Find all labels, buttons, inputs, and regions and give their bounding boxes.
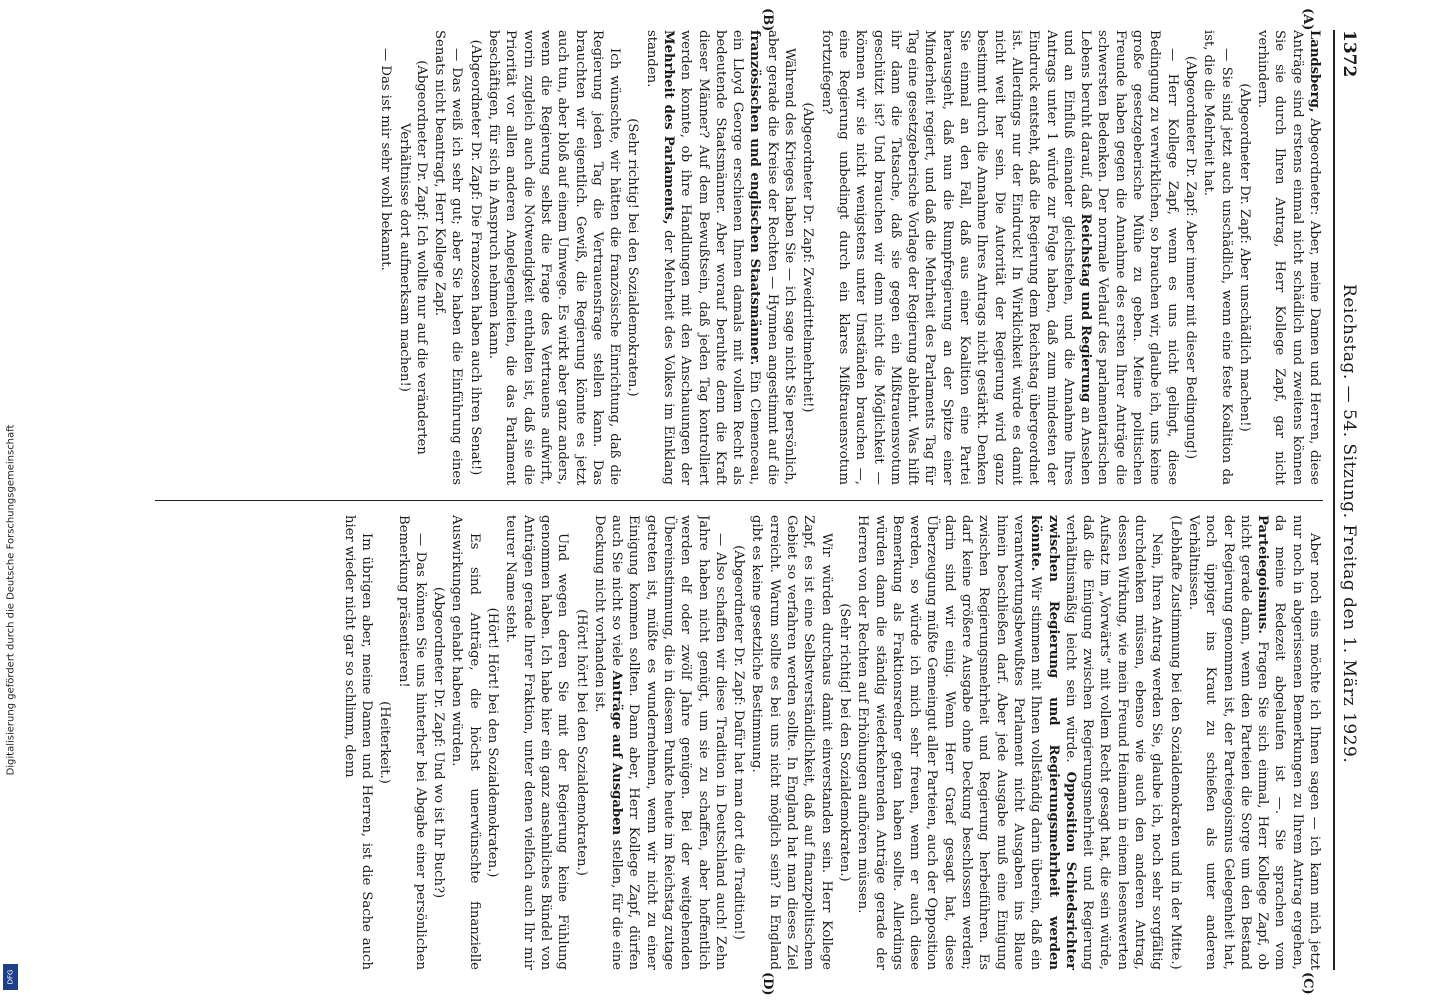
digitization-credit: Digitalisierung gefördert durch die Deutsche Forschungsgemeinschaft	[5, 424, 17, 776]
paragraph-text: Aber noch eins möchte ich Ihnen sagen — ich kann mich jetzt nur noch in abgerissenen Bemerkungen zu Ihrem Antrag ergehen, da meine Redezeit abgelaufen ist —. Sie sprachen vom	[1272, 515, 1322, 970]
page-title: Reichstag. — 54. Sitzung. Freitag den 1. März 1929.	[1339, 284, 1359, 764]
emphasis-text: Mehrheit des Parlaments,	[661, 30, 677, 225]
interjection: (Hört! Hört! bei den Sozialdemokraten.)	[485, 607, 501, 878]
paragraph: Ich wünschte, wir hätten die französische Einrichtung, daß die Regierung jeden Tag die Vertrauensfrage stellen kann. Das brauchten wir eigentlich. Gewiß, die Regierung könnte es jetzt auch tun, aber bloß auf einem Umwege. Es wirkt aber ganz anders, wenn die Regierung selbst die Frage des Vertrauens aufwirft, worin zugleich auch die Notwendigkeit enthalten ist, daß sie die Priorität vor allen anderen Angelegenheiten, die das Parlament beschäftigen, für sich in Anspruch nehmen kann.	[486, 30, 623, 485]
paragraph-text: Fragen Sie sich einmal, Herr Kollege Zapf, ob nicht gerade dann, wenn den Parteien die Sorge um den Bestand der Regierung genommen ist, der Parteiegoismus Gelegenheit hat, noch üppiger ins Kraut zu schießen als unter anderen Verhältnissen.	[1185, 515, 1271, 970]
paragraph-text: stellen, für die eine Deckung nicht vorhanden ist.	[591, 515, 625, 970]
paragraph: Im übrigen aber, meine Damen und Herren, ist die Sache auch hier wieder nicht gar so schlimm, denn	[341, 515, 374, 970]
interjection: (Hört! hört! bei den Sozialdemokraten.)	[573, 609, 589, 876]
interjection: (Sehr richtig! bei den Sozialdemokraten.)	[836, 603, 852, 882]
paragraph-text: — Also schaffen wir diese Tradition in Deutschland auch! Zehn Jahre haben nicht genügt, um sie zu schaffen, aber hoffentlich werden elf oder zwölf Jahre genügen. Bei der weitgehenden Übereinstimmung, die in diesem Punkte heute im Reichstag zutage getreten ist, müßte es wundernehmen, wenn wir nicht zu einer Einigung kommen sollten. Dann aber, Herr Kollege Zapf, dürfen auch Sie nicht so viele	[609, 515, 728, 970]
right-column	[155, 515, 1323, 970]
emphasis-text: Opposition Schiedsrichter zwischen Regierung und Regierungsmehrheit werden könnte.	[1028, 515, 1078, 970]
paragraph	[854, 515, 1165, 970]
speaker-name: Landsberg,	[1307, 30, 1322, 113]
margin-marker-b: (B)	[760, 8, 775, 32]
paragraph-text: Wir stimmen mit Ihnen vollständig darin überein, daß ein verantwortungsbewußtes Parlament nicht Ausgaben ins Blaue hinein beschließen darf. Aber jede Ausgabe muß eine Einigung zwischen Regierungsmehrheit und Regierung herbeiführen. Es darf keine größere Ausgabe ohne Deckung beschlossen werden; darin sind wir einig. Wenn Herr Graef gesagt hat, diese Überzeugung müßte Gemeingut aller Parteien, auch der Opposition werden, so würde ich mich sehr freuen, wenn er auch diese Bemerkung als Fraktionsredner getan haben sollte. Allerdings würden dann die ständig wiederkehrenden Anträge gerade der Herren von der Rechten auf Erhöhungen aufhören müssen.	[855, 515, 1044, 970]
emphasis-text: Reichstag und Regierung	[1078, 213, 1094, 403]
dfg-logo	[3, 964, 18, 990]
paragraph	[817, 30, 1180, 485]
interjection: (Heiterkeit.)	[377, 701, 393, 784]
paragraph-text: Ein Clemenceau, ein Lloyd George erschienen Ihnen damals mit vollem Recht als bedeutende Staatsmänner. Aber worauf beruhte denn die Kraft dieser Männer? Auf dem Bewußtsein, daß jeden Tag kontrolliert werden konnte, ob ihre Handlungen mit den Anschauungen der	[678, 30, 763, 485]
sidebar-credit	[0, 0, 22, 1000]
paragraph	[642, 30, 798, 485]
paragraph-text: Aber, meine Damen und Herren, diese Anträge sind erstens einmal nicht schädlich und zweitens können Sie sie durch Ihren Antrag, Herr Kollege Zapf, gar nicht verhindern.	[1255, 30, 1322, 485]
paragraph	[1185, 515, 1323, 970]
paragraph: — Das können Sie uns hinterher bei Abgabe einer persönlichen Bemerkung präsentieren!	[395, 515, 428, 970]
interjection: (Sehr richtig! bei den Sozialdemokraten.)	[625, 118, 641, 397]
interjection: (Abgeordneter Dr. Zapf: Die Franzosen haben auch ihren Senat!)	[467, 39, 483, 476]
paragraph	[591, 515, 729, 970]
interjection: (Abgeordneter Dr. Zapf: Dafür hat man dort die Tradition!)	[731, 545, 747, 940]
paragraph: Und wegen deren Sie mit der Regierung keine Fühlung genommen haben. Ich habe hier ein ganz ansehnliches Bündel von Anträgen gerade Ihrer Fraktion, unter denen vielfach auch Ihr mir teurer Name steht.	[503, 515, 571, 970]
column-divider	[155, 500, 1323, 501]
paragraph: — Sie sind jetzt auch unschädlich, wenn eine feste Koalition da ist, die die Mehrheit hat.	[1201, 30, 1234, 485]
dfg-logo-text: DFG	[6, 969, 15, 985]
margin-marker-c: (C)	[1300, 972, 1315, 995]
margin-marker-a: (A)	[1300, 8, 1315, 31]
interjection: (Abgeordneter Dr. Zapf: Aber immer mit dieser Bedingung!)	[1182, 55, 1198, 460]
paragraph-text: an Ansehen und an Einfluß einander gleichstehen, und die Annahme Ihres Antrags unter 1 würde zur Folge haben, daß zum mindesten der Eindruck entsteht, daß die Regierung dem Reichstag übergeordnet ist. Allerdings nur der Eindruck! In Wirklichkeit würde es damit nicht weit her sein. Die Autorität der Regierung wird ganz bestimmt durch die Annahme Ihres Antrags nicht gestärkt. Denken Sie einmal an den Fall, daß aus einer Koalition eine Partei herausgeht, daß nun die Rumpfregierung an der Spitze einer Minderheit regiert, und daß die Mehrheit des Parlaments Tag für Tag eine gesetzgeberische Vorlage der Regierung ablehnt. Was hilft ihr dann die Tatsache, daß sie gegen ein Mißtrauensvotum geschützt ist? Und brauchen wir denn nicht die Möglichkeit — können wir sie nicht wenigstens unter Umständen brauchen —, eine Regierung unbedingt durch ein klares Mißtrauensvotum fortzufegen?	[818, 30, 1094, 485]
paragraph-text: Nein, Ihren Antrag werden Sie, glaube ich, noch sehr sorgfältig durchdenken müssen, ebenso wie auch den anderen Antrag, dessen Wirkung, wie mein Freund Heimann in einem lesenswerten Aufsatz im „Vorwärts“ mit vollem Recht gesagt hat, die sein würde, daß die Einigung zwischen Regierungsmehrheit und Regierung verhältnismäßig leicht sein würde.	[1062, 515, 1165, 970]
page-header	[1333, 30, 1373, 970]
paragraph-text: Während des Krieges haben Sie — ich sage nicht Sie persönlich, aber gerade die Kreise der Rechten — Hymnen angestimmt auf die	[764, 30, 798, 485]
emphasis-text: Anträge auf Ausgaben	[609, 670, 625, 836]
paragraph: — Das weiß ich sehr gut; aber Sie haben die Einführung eines Senats nicht beantragt, Herr Kollege Zapf.	[432, 30, 465, 485]
interjection: (Abgeordneter Dr. Zapf: Ich wollte nur auf die veränderten Verhältnisse dort aufmerksam machen!)	[396, 60, 429, 455]
paragraph: Wir würden durchaus damit einverstanden sein. Herr Kollege Zapf, es ist eine Selbstverständlichkeit, daß auf finanzpolitischem Gebiet so verfahren werden sollte. In England hat man dieses Ziel erreicht. Warum sollte es bei uns nicht möglich sein? In England gibt es keine gesetzliche Bestimmung.	[749, 515, 834, 970]
emphasis-text: Parteiegoismus.	[1255, 515, 1271, 634]
interjection: (Abgeordneter Dr. Zapf: Aber unschädlich machen!)	[1236, 83, 1252, 432]
paragraph: Es sind Anträge, die höchst unerwünschte finanzielle Auswirkungen gehabt haben würden.	[449, 515, 482, 970]
paragraph-text: der Mehrheit des Volkes im Einklang standen.	[643, 30, 677, 485]
page-number: 1372	[1339, 30, 1359, 78]
speaker-role: Abgeordneter:	[1307, 112, 1322, 216]
emphasis-text: französischen und englischen Staatsmänner.	[747, 30, 763, 366]
interjection: (Lebhafte Zustimmung bei den Sozialdemokraten und in der Mitte.)	[1167, 515, 1183, 970]
interjection: (Abgeordneter Dr. Zapf: Zweidrittelmehrheit!)	[800, 102, 816, 413]
paragraph: — Das ist mir sehr wohl bekannt.	[378, 48, 394, 271]
paragraph	[1254, 30, 1323, 485]
interjection: (Abgeordneter Dr. Zapf: Und wo ist Ihr Buch?)	[431, 586, 447, 899]
scanned-page	[135, 0, 1385, 1000]
paragraph-text: — Herr Kollege Zapf, wenn es uns nicht gelingt, diese Bedingung zu verwirklichen, so brauchen wir, glaube ich, uns keine große gesetzgeberische Mühe zu geben. Meine politischen Freunde haben gegen die Annahme des ersten Ihrer Anträge die schwersten Bedenken. Der normale Verlauf des parlamentarischen Lebens beruht darauf, daß	[1078, 30, 1180, 485]
left-column	[155, 30, 1323, 485]
margin-marker-d: (D)	[760, 972, 775, 996]
